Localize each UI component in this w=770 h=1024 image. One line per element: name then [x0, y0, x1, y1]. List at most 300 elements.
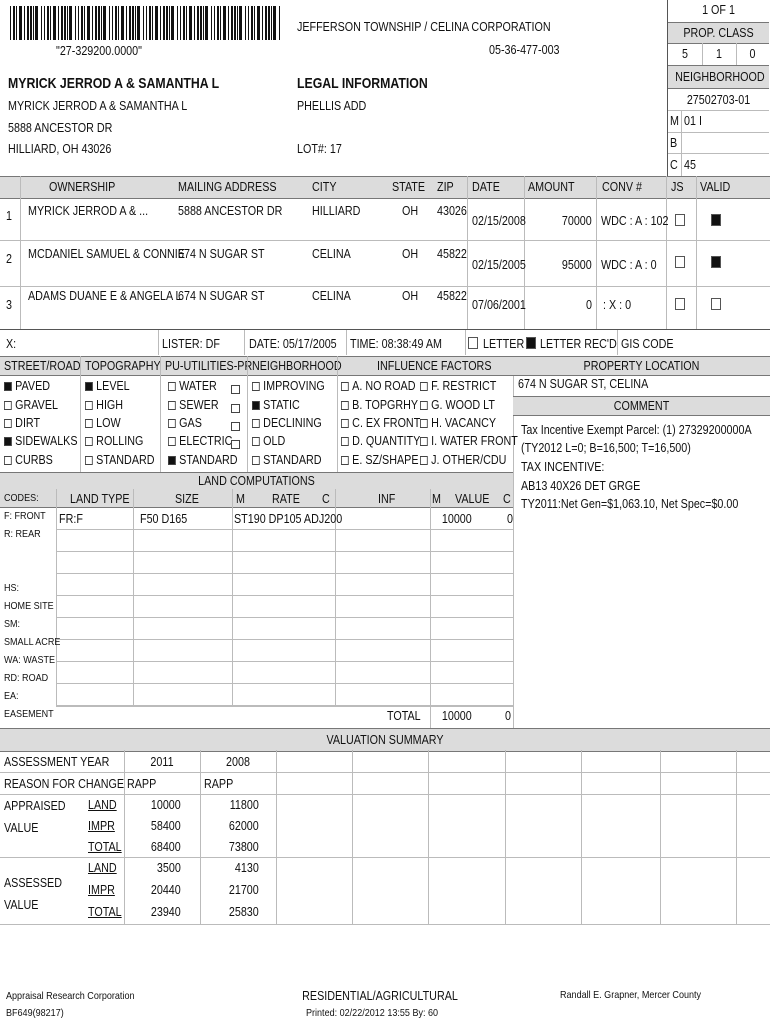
- row-3-state: OH: [402, 289, 419, 303]
- barcode-bar: [27, 6, 29, 40]
- influence-header: INFLUENCE FACTORS: [377, 359, 492, 373]
- barcode-bar: [239, 6, 242, 40]
- attribute-checkbox[interactable]: [231, 422, 240, 431]
- row-1-date: 02/15/2008: [472, 214, 526, 228]
- assessed-land-2011: 3500: [157, 861, 181, 875]
- col-ownership: OWNERSHIP: [49, 180, 116, 194]
- footer-auditor: Randall E. Grapner, Mercer County: [560, 989, 702, 1001]
- m-label: M: [670, 114, 679, 128]
- barcode-bar: [194, 6, 195, 40]
- barcode-text: "27-329200.0000": [56, 44, 142, 58]
- attribute-checkbox[interactable]: [420, 382, 428, 391]
- barcode-bar: [24, 6, 25, 40]
- col-js: JS: [671, 180, 684, 194]
- assessment-year-label: ASSESSMENT YEAR: [4, 755, 110, 769]
- attribute-label: B. TOPGRHY: [352, 398, 419, 412]
- reason-1: RAPP: [127, 777, 157, 791]
- assessed-total-label: TOTAL: [88, 905, 122, 919]
- row-1-valid-checkbox[interactable]: [711, 214, 721, 226]
- land-total-value: 10000: [442, 709, 472, 723]
- land-code: WA: WASTE: [4, 654, 56, 666]
- appraised-total-2008: 73800: [229, 840, 259, 854]
- barcode-bar: [109, 6, 110, 40]
- attribute-option[interactable]: [252, 453, 322, 467]
- letter-checkbox[interactable]: [468, 337, 478, 349]
- footer-printed: Printed: 02/22/2012 13:55 By: 60: [306, 1007, 439, 1019]
- listing-date: DATE: 05/17/2005: [249, 337, 337, 351]
- row-3-amount: 0: [586, 298, 592, 312]
- row-2-valid-checkbox[interactable]: [711, 256, 721, 268]
- col-rate: RATE: [272, 492, 300, 506]
- row-3-city: CELINA: [312, 289, 351, 303]
- attribute-checkbox[interactable]: [168, 456, 176, 465]
- barcode: [10, 6, 282, 40]
- row-3-js-checkbox[interactable]: [675, 298, 685, 310]
- comment-line-3: TAX INCENTIVE:: [521, 460, 605, 474]
- attribute-label: A. NO ROAD: [352, 379, 416, 393]
- attribute-checkbox[interactable]: [168, 437, 176, 446]
- appraised-impr-label: IMPR: [88, 819, 115, 833]
- barcode-bar: [152, 6, 153, 40]
- attribute-option[interactable]: [420, 398, 495, 412]
- col-m: M: [236, 492, 245, 506]
- letter-label: LETTER: [483, 337, 525, 351]
- neighborhood-value: 27502703-01: [686, 93, 751, 107]
- barcode-bar: [50, 6, 51, 40]
- barcode-bar: [129, 6, 131, 40]
- prop-class-label: PROP. CLASS: [683, 26, 754, 40]
- col-city: CITY: [312, 180, 337, 194]
- barcode-bar: [200, 6, 202, 40]
- neighborhood-label: NEIGHBORHOOD: [675, 70, 765, 84]
- barcode-bar: [155, 6, 158, 40]
- barcode-bar: [183, 6, 185, 40]
- attribute-option[interactable]: [420, 434, 518, 448]
- attribute-label: SEWER: [179, 398, 219, 412]
- lister: LISTER: DF: [162, 337, 220, 351]
- attribute-extra-checkbox[interactable]: [231, 436, 244, 454]
- attribute-option[interactable]: [168, 398, 219, 412]
- attribute-option[interactable]: [85, 398, 123, 412]
- attribute-checkbox[interactable]: [252, 401, 260, 410]
- attribute-option[interactable]: [85, 453, 155, 467]
- assessed-impr-label: IMPR: [88, 883, 115, 897]
- footer-company: Appraisal Research Corporation: [6, 990, 135, 1002]
- year-2: 2008: [226, 755, 250, 769]
- barcode-bar: [171, 6, 174, 40]
- letter-recd-label: LETTER REC'D: [540, 337, 617, 351]
- attribute-option[interactable]: [252, 379, 325, 393]
- col-land-type: LAND TYPE: [70, 492, 130, 506]
- barcode-bar: [61, 6, 63, 40]
- attribute-checkbox[interactable]: [252, 419, 260, 428]
- barcode-bar: [35, 6, 38, 40]
- owner-line-2: 5888 ANCESTOR DR: [8, 121, 113, 135]
- barcode-bar: [146, 6, 147, 40]
- land-code: R: REAR: [4, 528, 41, 540]
- footer-type: RESIDENTIAL/AGRICULTURAL: [302, 989, 458, 1003]
- comment-line-1: Tax Incentive Exempt Parcel: (1) 27329200000A: [521, 423, 752, 437]
- appraised-total-2011: 68400: [151, 840, 181, 854]
- col-value: VALUE: [455, 492, 490, 506]
- attribute-checkbox[interactable]: [231, 385, 240, 394]
- row-2-js-checkbox[interactable]: [675, 256, 685, 268]
- barcode-bar: [228, 6, 229, 40]
- row-2-city: CELINA: [312, 247, 351, 261]
- page-count: 1 OF 1: [702, 3, 735, 17]
- attribute-label: STANDARD: [263, 453, 322, 467]
- comment-line-4: AB13 40X26 DET GRGE: [521, 479, 641, 493]
- attribute-label: I. WATER FRONT: [431, 434, 518, 448]
- barcode-bar: [180, 6, 181, 40]
- attribute-option[interactable]: [420, 379, 496, 393]
- attribute-label: D. QUANTITY: [352, 434, 421, 448]
- land-total-c: 0: [505, 709, 511, 723]
- col-state: STATE: [392, 180, 426, 194]
- assessed-impr-2008: 21700: [229, 883, 259, 897]
- row-1-num: 1: [6, 209, 12, 223]
- attribute-checkbox[interactable]: [4, 456, 12, 465]
- barcode-bar: [223, 6, 226, 40]
- barcode-bar: [214, 6, 215, 40]
- m-value: 01 I: [684, 114, 702, 128]
- barcode-bar: [19, 6, 22, 40]
- barcode-bar: [234, 6, 236, 40]
- barcode-bar: [262, 6, 263, 40]
- parcel-info-box: [667, 0, 769, 176]
- barcode-bar: [47, 6, 49, 40]
- attribute-checkbox[interactable]: [341, 437, 349, 446]
- col-date: DATE: [472, 180, 500, 194]
- attribute-option[interactable]: [252, 416, 322, 430]
- barcode-bar: [81, 6, 83, 40]
- row-1-zip: 43026: [437, 204, 467, 218]
- barcode-bar: [115, 6, 117, 40]
- attribute-option[interactable]: [85, 379, 130, 393]
- land-code: SMALL ACRE: [4, 636, 61, 648]
- attribute-option[interactable]: [420, 416, 496, 430]
- barcode-bar: [64, 6, 66, 40]
- barcode-bar: [84, 6, 85, 40]
- land-code: HS:: [4, 582, 20, 594]
- barcode-bar: [126, 6, 127, 40]
- attribute-checkbox[interactable]: [341, 456, 349, 465]
- valuation-summary-header: VALUATION SUMMARY: [326, 733, 444, 747]
- col-size: SIZE: [175, 492, 199, 506]
- appraised-land-2011: 10000: [151, 798, 181, 812]
- attribute-label: OLD: [263, 434, 286, 448]
- col-m2: M: [432, 492, 441, 506]
- street-road-header: STREET/ROAD: [4, 359, 81, 373]
- attribute-label: WATER: [179, 379, 217, 393]
- attribute-checkbox[interactable]: [252, 456, 260, 465]
- attribute-option[interactable]: [341, 453, 418, 467]
- attribute-option[interactable]: [252, 398, 300, 412]
- year-1: 2011: [150, 755, 174, 769]
- row-3-num: 3: [6, 298, 12, 312]
- barcode-bar: [189, 6, 192, 40]
- attribute-checkbox[interactable]: [4, 401, 12, 410]
- attribute-checkbox[interactable]: [85, 437, 93, 446]
- row-1-owner: MYRICK JERROD A & ...: [28, 204, 149, 218]
- assessed-land-label: LAND: [88, 861, 117, 875]
- barcode-bar: [257, 6, 260, 40]
- barcode-bar: [205, 6, 208, 40]
- barcode-bar: [87, 6, 90, 40]
- barcode-bar: [166, 6, 168, 40]
- attribute-option[interactable]: [4, 434, 78, 448]
- owner-line-1: MYRICK JERROD A & SAMANTHA L: [8, 99, 188, 113]
- owner-line-3: HILLIARD, OH 43026: [8, 142, 112, 156]
- attribute-label: G. WOOD LT: [431, 398, 495, 412]
- prop-class-2: 1: [716, 47, 722, 61]
- row-1-state: OH: [402, 204, 419, 218]
- legal-heading: LEGAL INFORMATION: [297, 75, 428, 92]
- barcode-bar: [271, 6, 272, 40]
- attribute-option[interactable]: [85, 416, 121, 430]
- attribute-checkbox[interactable]: [420, 456, 428, 465]
- attribute-label: STANDARD: [96, 453, 155, 467]
- attribute-checkbox[interactable]: [231, 440, 240, 449]
- row-3-date: 07/06/2001: [472, 298, 526, 312]
- attribute-checkbox[interactable]: [4, 437, 12, 446]
- attribute-label: GAS: [179, 416, 202, 430]
- barcode-bar: [273, 6, 276, 40]
- attribute-checkbox[interactable]: [252, 382, 260, 391]
- barcode-bar: [177, 6, 178, 40]
- barcode-bar: [53, 6, 56, 40]
- row-2-owner: MCDANIEL SAMUEL & CONNIE: [28, 247, 185, 261]
- attribute-label: J. OTHER/CDU: [431, 453, 507, 467]
- assessed-land-2008: 4130: [235, 861, 259, 875]
- attribute-checkbox[interactable]: [168, 419, 176, 428]
- barcode-bar: [265, 6, 267, 40]
- assessed-total-2008: 25830: [229, 905, 259, 919]
- barcode-bar: [16, 6, 17, 40]
- attribute-option[interactable]: [4, 453, 53, 467]
- barcode-bar: [58, 6, 59, 40]
- row-1-amount: 70000: [562, 214, 592, 228]
- attribute-label: DIRT: [15, 416, 41, 430]
- property-location-value: 674 N SUGAR ST, CELINA: [518, 377, 649, 391]
- barcode-bar: [149, 6, 151, 40]
- land-row-c: 0: [507, 512, 513, 526]
- attribute-label: H. VACANCY: [431, 416, 497, 430]
- attribute-extra-checkbox[interactable]: [231, 418, 244, 436]
- utilities-header: PU-UTILITIES-PR: [165, 359, 253, 373]
- barcode-bar: [251, 6, 253, 40]
- row-2-address: 674 N SUGAR ST: [178, 247, 265, 261]
- land-total-label: TOTAL: [387, 709, 421, 723]
- barcode-bar: [30, 6, 32, 40]
- barcode-bar: [10, 6, 11, 40]
- attribute-option[interactable]: [4, 379, 50, 393]
- attribute-option[interactable]: [341, 416, 420, 430]
- legal-line-3: LOT#: 17: [297, 142, 342, 156]
- land-row-value: 10000: [442, 512, 472, 526]
- attribute-label: IMPROVING: [263, 379, 325, 393]
- attribute-label: ROLLING: [96, 434, 144, 448]
- barcode-bar: [143, 6, 144, 40]
- attribute-checkbox[interactable]: [420, 401, 428, 410]
- attribute-label: SIDEWALKS: [15, 434, 78, 448]
- col-mailing-address: MAILING ADDRESS: [178, 180, 277, 194]
- barcode-bar: [268, 6, 270, 40]
- assessed-label-1: ASSESSED: [4, 876, 62, 890]
- barcode-bar: [211, 6, 212, 40]
- attribute-option[interactable]: [168, 453, 238, 467]
- attribute-label: STATIC: [263, 398, 300, 412]
- row-3-valid-checkbox[interactable]: [711, 298, 721, 310]
- attribute-label: LOW: [96, 416, 121, 430]
- attribute-label: E. SZ/SHAPE: [352, 453, 419, 467]
- x-label: X:: [6, 337, 17, 351]
- barcode-bar: [135, 6, 136, 40]
- attribute-option[interactable]: [252, 434, 285, 448]
- footer-form: BF649(98217): [6, 1007, 64, 1019]
- row-2-num: 2: [6, 252, 12, 266]
- attribute-label: C. EX FRONT: [352, 416, 421, 430]
- letter-recd-checkbox[interactable]: [526, 337, 536, 349]
- barcode-bar: [118, 6, 119, 40]
- attribute-option[interactable]: [4, 416, 40, 430]
- attribute-checkbox[interactable]: [341, 382, 349, 391]
- land-code: RD: ROAD: [4, 672, 49, 684]
- barcode-bar: [237, 6, 238, 40]
- attribute-option[interactable]: [168, 416, 202, 430]
- attribute-checkbox[interactable]: [4, 419, 12, 428]
- col-conv: CONV #: [602, 180, 643, 194]
- row-3-owner: ADAMS DUANE E & ANGELA L: [28, 289, 182, 303]
- attribute-checkbox[interactable]: [85, 382, 93, 391]
- col-amount: AMOUNT: [528, 180, 575, 194]
- appraised-land-2008: 11800: [229, 798, 259, 812]
- parcel-number: 05-36-477-003: [489, 43, 560, 57]
- appraised-total-label: TOTAL: [88, 840, 122, 854]
- barcode-bar: [245, 6, 246, 40]
- barcode-bar: [231, 6, 233, 40]
- attribute-checkbox[interactable]: [85, 419, 93, 428]
- land-code: EA:: [4, 690, 19, 702]
- barcode-bar: [248, 6, 249, 40]
- assessed-impr-2011: 20440: [151, 883, 181, 897]
- attribute-option[interactable]: [85, 434, 143, 448]
- land-computations-header: LAND COMPUTATIONS: [198, 474, 315, 488]
- barcode-bar: [13, 6, 15, 40]
- prop-class-1: 5: [682, 47, 688, 61]
- attribute-checkbox[interactable]: [4, 382, 12, 391]
- attribute-checkbox[interactable]: [341, 419, 349, 428]
- barcode-bar: [121, 6, 124, 40]
- attribute-checkbox[interactable]: [420, 419, 428, 428]
- row-1-conv: WDC : A : 102: [601, 214, 669, 228]
- land-code: EASEMENT: [4, 708, 54, 720]
- attribute-checkbox[interactable]: [168, 382, 176, 391]
- row-2-amount: 95000: [562, 258, 592, 272]
- appraised-impr-2008: 62000: [229, 819, 259, 833]
- attribute-option[interactable]: [4, 398, 58, 412]
- attribute-option[interactable]: [341, 398, 418, 412]
- barcode-bar: [41, 6, 42, 40]
- barcode-bar: [197, 6, 199, 40]
- attribute-checkbox[interactable]: [341, 401, 349, 410]
- barcode-bar: [44, 6, 45, 40]
- b-label: B: [670, 136, 678, 150]
- row-2-date: 02/15/2005: [472, 258, 526, 272]
- jurisdiction: JEFFERSON TOWNSHIP / CELINA CORPORATION: [297, 20, 551, 34]
- topography-header: TOPOGRAPHY: [85, 359, 161, 373]
- attribute-label: CURBS: [15, 453, 53, 467]
- land-code: SM:: [4, 618, 21, 630]
- attribute-label: LEVEL: [96, 379, 130, 393]
- row-1-city: HILLIARD: [312, 204, 361, 218]
- appraised-land-label: LAND: [88, 798, 117, 812]
- row-2-state: OH: [402, 247, 419, 261]
- col-inf: INF: [378, 492, 396, 506]
- appraised-label-1: APPRAISED: [4, 799, 66, 813]
- barcode-bar: [137, 6, 140, 40]
- comment-line-2: (TY2012 L=0; B=16,500; T=16,500): [521, 441, 691, 455]
- land-row-size: F50 D165: [140, 512, 188, 526]
- codes-label: CODES:: [4, 492, 39, 504]
- row-1-address: 5888 ANCESTOR DR: [178, 204, 283, 218]
- comment-line-5: TY2011:Net Gen=$1,063.10, Net Spec=$0.00: [521, 497, 739, 511]
- appraised-label-2: VALUE: [4, 821, 39, 835]
- attribute-extra-checkbox[interactable]: [231, 381, 244, 399]
- barcode-bar: [220, 6, 221, 40]
- attribute-checkbox[interactable]: [420, 437, 428, 446]
- attribute-label: DECLINING: [263, 416, 322, 430]
- gis-code-label: GIS CODE: [621, 337, 674, 351]
- barcode-bar: [101, 6, 102, 40]
- attribute-checkbox[interactable]: [168, 401, 176, 410]
- attribute-checkbox[interactable]: [85, 401, 93, 410]
- attribute-option[interactable]: [168, 379, 217, 393]
- barcode-bar: [33, 6, 34, 40]
- attribute-checkbox[interactable]: [231, 404, 240, 413]
- neighborhood-header: NEIGHBORHOOD: [252, 359, 342, 373]
- comment-header: COMMENT: [613, 399, 670, 413]
- barcode-bar: [186, 6, 187, 40]
- row-1-js-checkbox[interactable]: [675, 214, 685, 226]
- col-valid: VALID: [700, 180, 731, 194]
- attribute-extra-checkbox[interactable]: [231, 400, 244, 418]
- listing-time: TIME: 08:38:49 AM: [350, 337, 443, 351]
- barcode-bar: [78, 6, 79, 40]
- row-3-address: 674 N SUGAR ST: [178, 289, 265, 303]
- property-location-header: PROPERTY LOCATION: [583, 359, 700, 373]
- row-2-conv: WDC : A : 0: [601, 258, 657, 272]
- land-row-rate: ST190 DP105 ADJ200: [234, 512, 343, 526]
- barcode-bar: [132, 6, 134, 40]
- attribute-option[interactable]: [168, 434, 232, 448]
- land-code: HOME SITE: [4, 600, 54, 612]
- attribute-option[interactable]: [341, 434, 420, 448]
- row-3-conv: : X : 0: [603, 298, 632, 312]
- attribute-label: STANDARD: [179, 453, 238, 467]
- col-c: C: [322, 492, 330, 506]
- barcode-bar: [92, 6, 93, 40]
- land-row-type: FR:F: [59, 512, 83, 526]
- barcode-bar: [69, 6, 72, 40]
- barcode-bar: [279, 6, 280, 40]
- reason-label: REASON FOR CHANGE: [4, 777, 125, 791]
- attribute-option[interactable]: [341, 379, 415, 393]
- attribute-option[interactable]: [420, 453, 506, 467]
- legal-line-1: PHELLIS ADD: [297, 99, 367, 113]
- attribute-checkbox[interactable]: [85, 456, 93, 465]
- attribute-checkbox[interactable]: [252, 437, 260, 446]
